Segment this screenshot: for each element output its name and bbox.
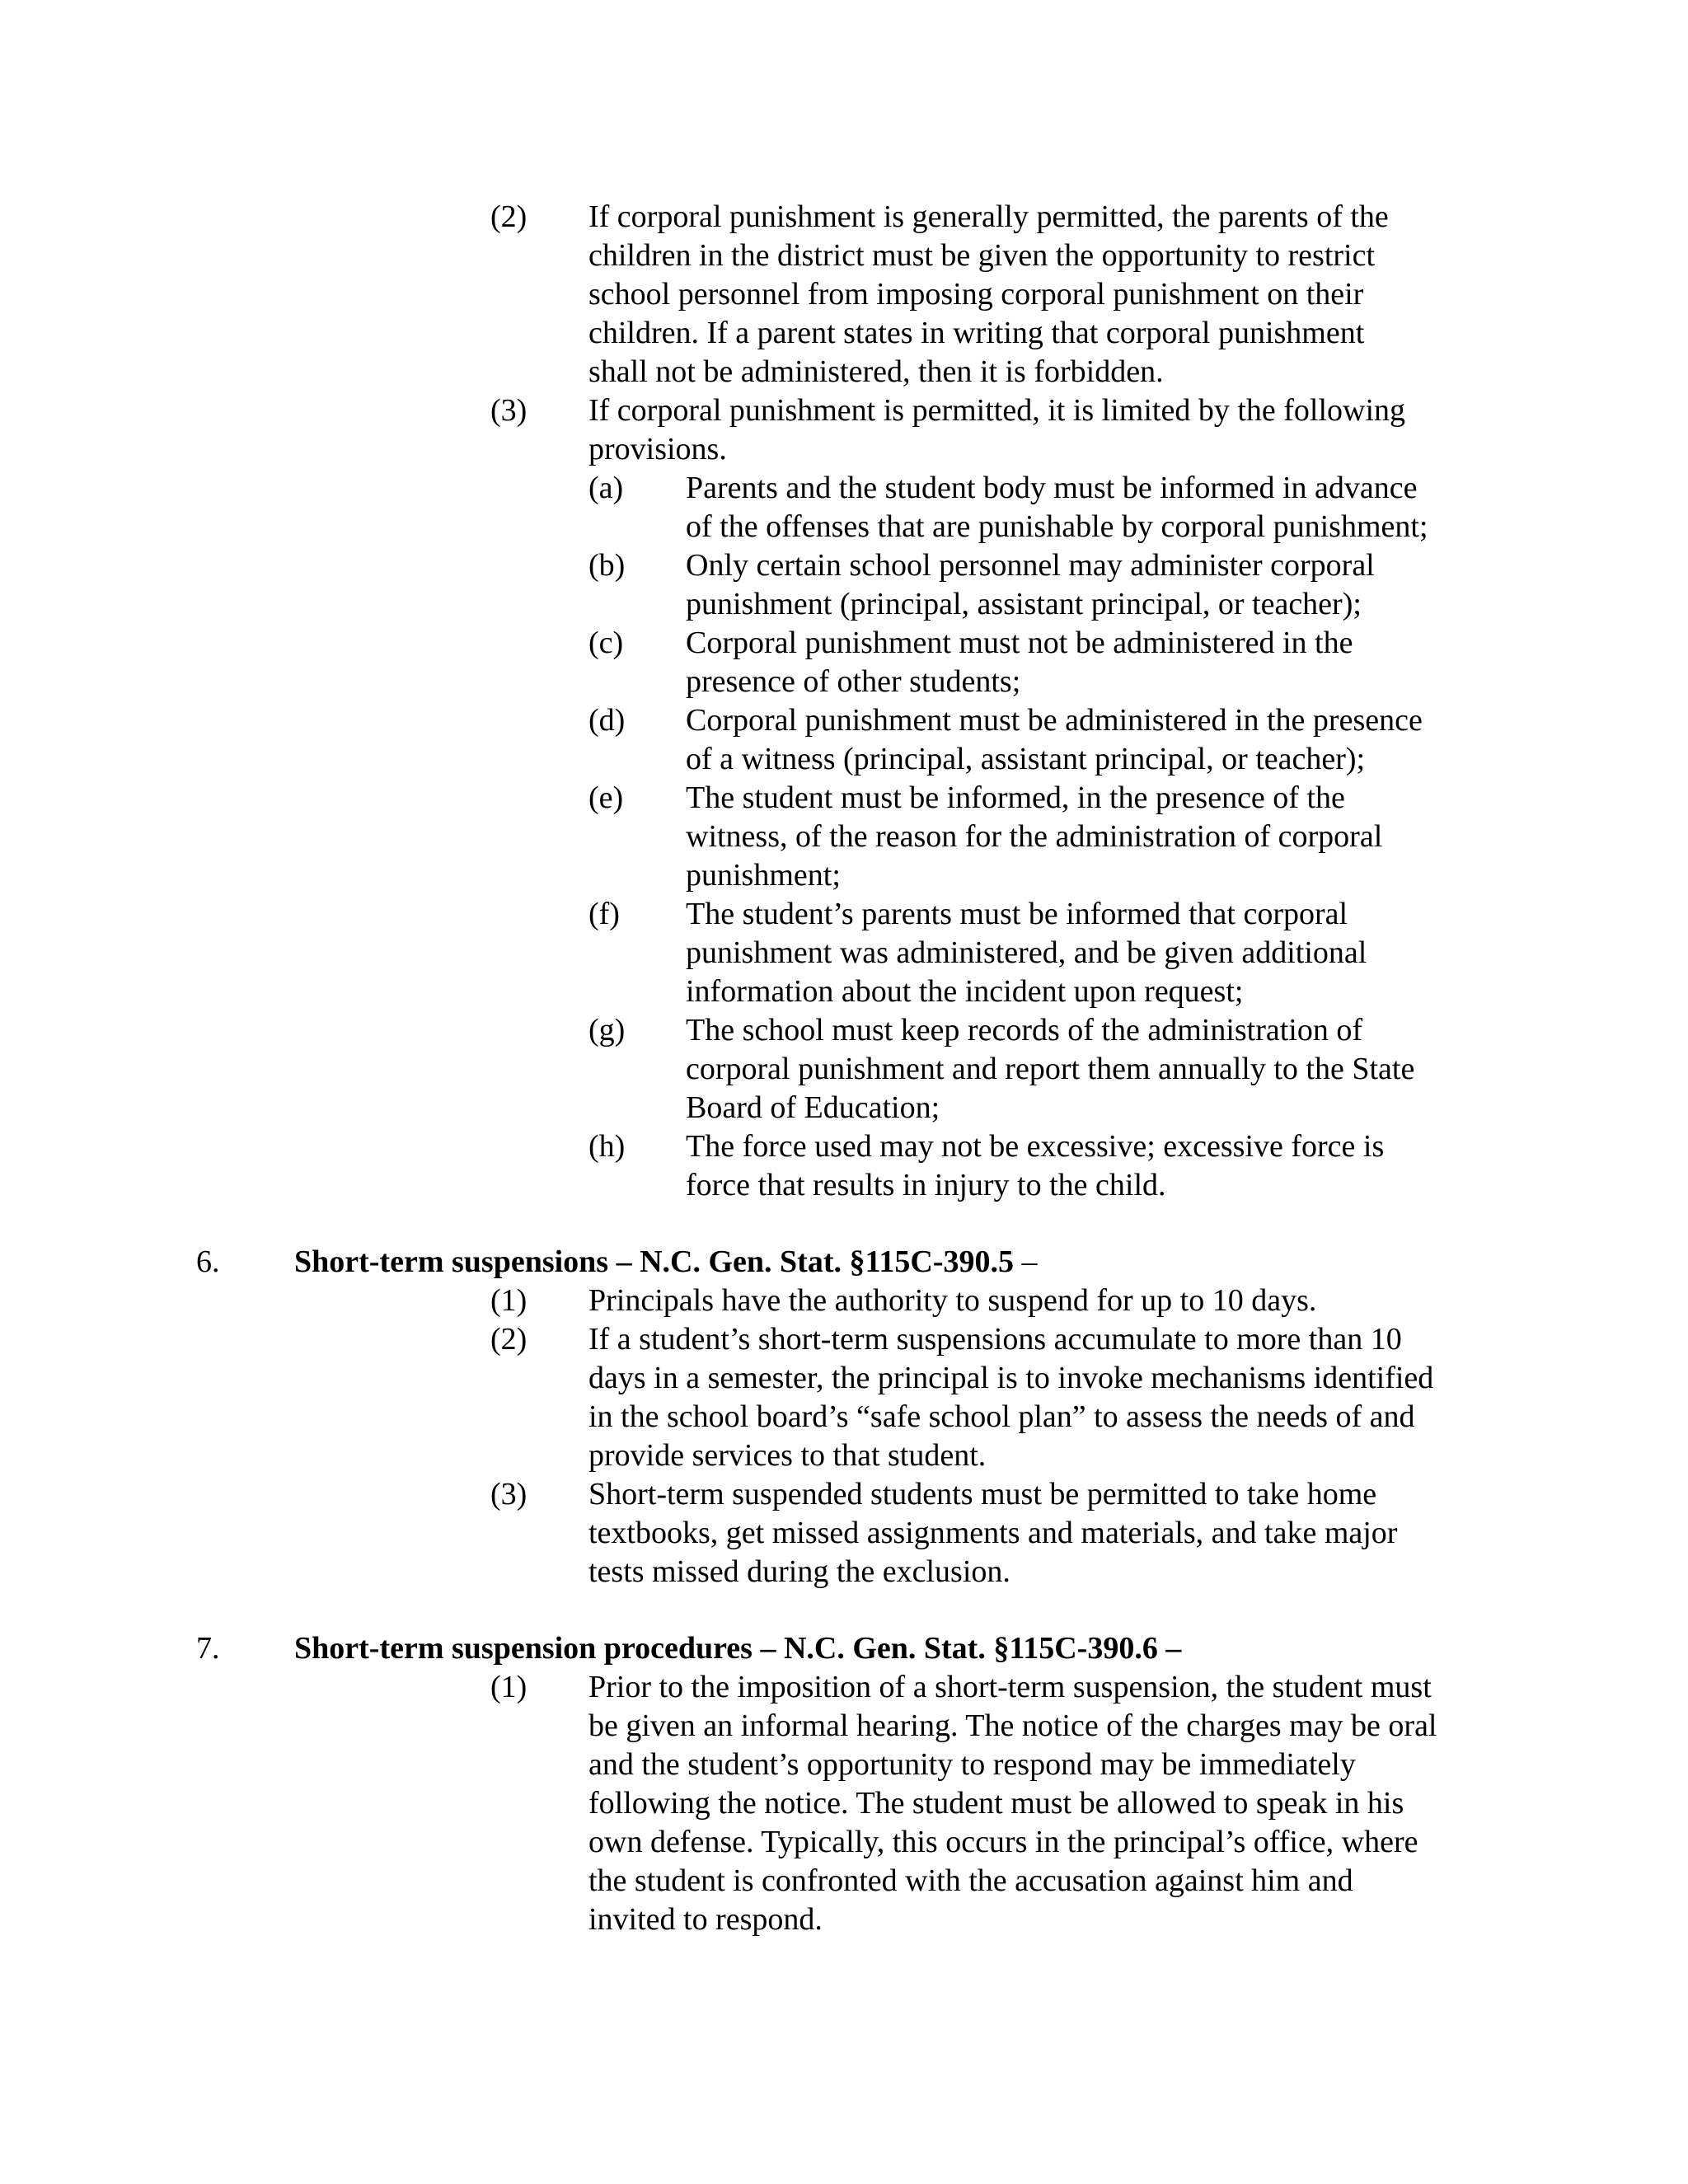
subitem-label: (g) xyxy=(588,1013,626,1047)
subitem-text-line: of a witness (principal, assistant principal, or teacher); xyxy=(686,742,1366,776)
item-text-line: children. If a parent states in writing that corporal punishment xyxy=(588,316,1365,350)
item-text-line: provide services to that student. xyxy=(588,1438,987,1473)
section-number: 6. xyxy=(196,1244,220,1279)
item-text-line: If corporal punishment is generally permitted, the parents of the xyxy=(588,199,1389,234)
item-text-line: shall not be administered, then it is forbidden. xyxy=(588,354,1164,389)
subitem-text-line: punishment (principal, assistant principal, or teacher); xyxy=(686,587,1362,621)
subitem-label: (h) xyxy=(588,1129,626,1164)
subitem-text-line: information about the incident upon request; xyxy=(686,974,1244,1009)
item-text-line: If a student’s short-term suspensions accumulate to more than 10 xyxy=(588,1322,1402,1357)
subitem-label: (d) xyxy=(588,703,626,738)
subitem-text-line: Only certain school personnel may administer corporal xyxy=(686,548,1375,583)
subitem-label: (f) xyxy=(588,897,620,931)
item-label: (2) xyxy=(490,1322,528,1357)
item-text-line: the student is confronted with the accusation against him and xyxy=(588,1863,1353,1898)
subitem-text-line: force that results in injury to the child. xyxy=(686,1168,1166,1202)
section-heading-text: Short-term suspension procedures – N.C. Gen. Stat. §115C-390.6 – xyxy=(294,1631,1182,1666)
subitem-text-line: Board of Education; xyxy=(686,1090,940,1125)
section-heading xyxy=(294,1629,1181,1668)
item-text-line: in the school board’s “safe school plan” to assess the needs of and xyxy=(588,1399,1415,1434)
item-text-line: own defense. Typically, this occurs in the principal’s office, where xyxy=(588,1825,1418,1859)
item-text-line: textbooks, get missed assignments and materials, and take major xyxy=(588,1516,1398,1550)
subitem-text-line: punishment was administered, and be given additional xyxy=(686,935,1367,970)
item-text-line: Prior to the imposition of a short-term suspension, the student must xyxy=(588,1670,1432,1704)
subitem-label: (e) xyxy=(588,780,624,815)
subitem-label: (c) xyxy=(588,626,624,660)
subitem-text-line: The student must be informed, in the presence of the xyxy=(686,780,1345,815)
item-label: (1) xyxy=(490,1670,528,1704)
item-text-line: days in a semester, the principal is to invoke mechanisms identified xyxy=(588,1361,1434,1395)
item-text-line: following the notice. The student must be allowed to speak in his xyxy=(588,1786,1404,1821)
item-text-line: If corporal punishment is permitted, it is limited by the following xyxy=(588,393,1406,428)
subitem-text-line: corporal punishment and report them annually to the State xyxy=(686,1052,1415,1086)
item-text-line: tests missed during the exclusion. xyxy=(588,1554,1010,1589)
subitem-text-line: Parents and the student body must be informed in advance xyxy=(686,471,1418,505)
item-text-line: children in the district must be given the opportunity to restrict xyxy=(588,238,1376,273)
item-label: (2) xyxy=(490,199,528,234)
subitem-text-line: The school must keep records of the administration of xyxy=(686,1013,1363,1047)
item-text-line: be given an informal hearing. The notice of the charges may be oral xyxy=(588,1708,1437,1743)
item-text-line: Short-term suspended students must be permitted to take home xyxy=(588,1477,1377,1511)
subitem-text-line: presence of other students; xyxy=(686,664,1021,699)
subitem-text-line: Corporal punishment must be administered in the presence xyxy=(686,703,1423,738)
subitem-text-line: witness, of the reason for the administration of corporal xyxy=(686,819,1383,854)
item-text-line: Principals have the authority to suspend for up to 10 days. xyxy=(588,1283,1317,1318)
subitem-label: (b) xyxy=(588,548,626,583)
subitem-text-line: The student’s parents must be informed that corporal xyxy=(686,897,1348,931)
subitem-text-line: punishment; xyxy=(686,858,841,893)
subitem-text-line: of the offenses that are punishable by corporal punishment; xyxy=(686,509,1428,544)
section-heading xyxy=(294,1243,1037,1282)
item-label: (1) xyxy=(490,1283,528,1318)
section-heading-suffix: – xyxy=(1013,1244,1038,1279)
section-heading-text: Short-term suspensions – N.C. Gen. Stat. §115C-390.5 xyxy=(294,1244,1014,1279)
subitem-label: (a) xyxy=(588,471,624,505)
item-text-line: school personnel from imposing corporal punishment on their xyxy=(588,277,1364,312)
subitem-text-line: The force used may not be excessive; excessive force is xyxy=(686,1129,1385,1164)
item-text-line: and the student’s opportunity to respond may be immediately xyxy=(588,1747,1356,1782)
section-number: 7. xyxy=(196,1631,220,1666)
item-text-line: invited to respond. xyxy=(588,1902,823,1937)
item-text-line: provisions. xyxy=(588,432,727,466)
subitem-text-line: Corporal punishment must not be administered in the xyxy=(686,626,1353,660)
item-label: (3) xyxy=(490,1477,528,1511)
item-label: (3) xyxy=(490,393,528,428)
